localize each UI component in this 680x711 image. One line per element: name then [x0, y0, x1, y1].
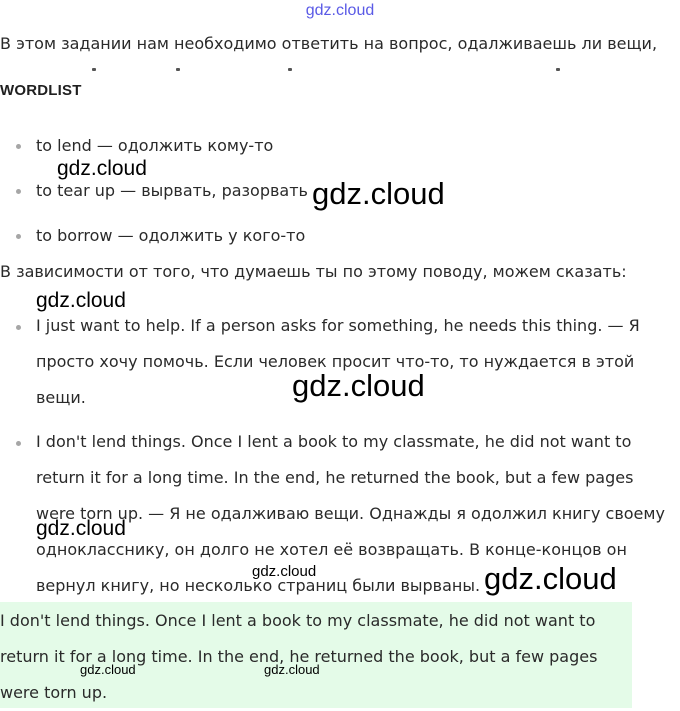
watermark: gdz.cloud — [264, 662, 320, 677]
cut-off-text-line — [80, 64, 570, 74]
wordlist-heading: WORDLIST — [0, 82, 82, 99]
watermark: gdz.cloud — [484, 561, 617, 596]
bullet-icon — [16, 234, 21, 239]
bullet-icon — [16, 325, 21, 330]
answer-text: I don't lend things. Once I lent a book to my classmate, he did not want to return it for a long time. In the end, he returned the book, but a few pages were torn up. — [0, 611, 598, 702]
wordlist-item-text: to tear up — вырвать, разорвать — [36, 181, 308, 200]
watermark: gdz.cloud — [292, 368, 425, 403]
site-watermark-top: gdz.cloud — [305, 2, 375, 19]
bullet-icon — [16, 441, 21, 446]
opinion-text: I don't lend things. Once I lent a book to my classmate, he did not want to return it for a long time. In the end, he returned the book, but a few pages were torn up. — Я не одалживаю вещи. Однажды я одолжил книгу своему однокласснику, он долго не хотел её возвращать. В конце-концов он вернул книгу, но несколько страниц были вырваны. — [36, 432, 665, 595]
bullet-icon — [16, 189, 21, 194]
wordlist-item-text: to borrow — одолжить у кого-то — [36, 226, 306, 245]
watermark: gdz.cloud — [36, 289, 126, 312]
answer-highlight — [0, 602, 632, 708]
wordlist-item-text: to lend — одолжить кому-то — [36, 136, 274, 155]
watermark: gdz.cloud — [57, 157, 147, 180]
watermark: gdz.cloud — [312, 176, 445, 211]
depends-text: В зависимости от того, что думаешь ты по этому поводу, можем сказать: — [0, 262, 627, 281]
opinion-text: I just want to help. If a person asks for something, he needs this thing. — Я просто хочу помочь. Если человек просит что-то, то нуждается в этой вещи. — [36, 316, 640, 407]
intro-text: В этом задании нам необходимо ответить на вопрос, одалживаешь ли вещи, — [0, 34, 658, 53]
watermark: gdz.cloud — [80, 662, 136, 677]
bullet-icon — [16, 144, 21, 149]
watermark: gdz.cloud — [252, 563, 317, 580]
watermark: gdz.cloud — [36, 517, 126, 540]
